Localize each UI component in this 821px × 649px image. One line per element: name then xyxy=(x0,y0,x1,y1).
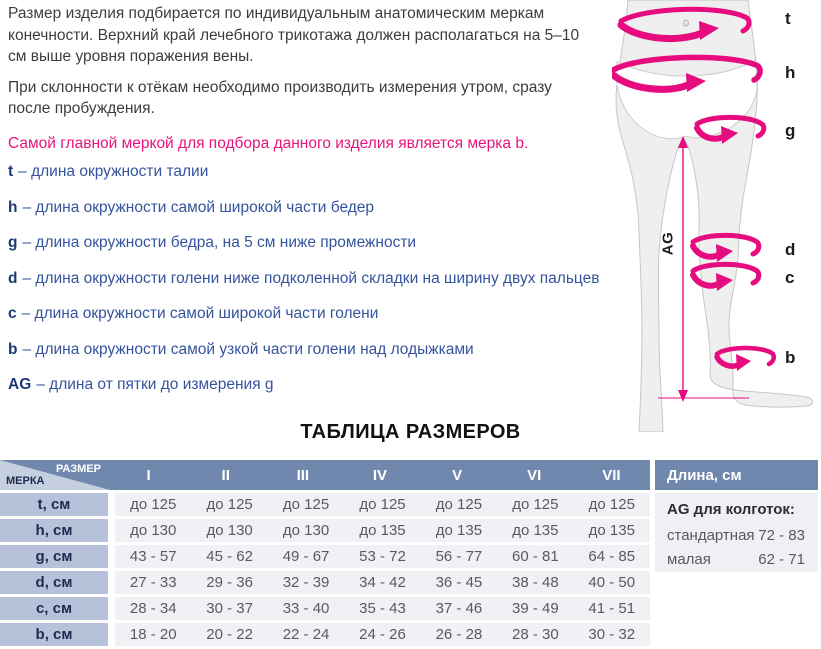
cell: до 125 xyxy=(359,496,406,513)
cell: 22 - 24 xyxy=(282,626,330,643)
figure-label-b: b xyxy=(785,348,796,367)
measurement-key: h xyxy=(8,198,18,216)
cell: 30 - 37 xyxy=(206,600,253,617)
cell: 43 - 57 xyxy=(129,548,177,565)
cell: 56 - 77 xyxy=(435,548,483,565)
cell: 60 - 81 xyxy=(512,548,559,565)
body-silhouette xyxy=(616,0,813,432)
cell: 33 - 40 xyxy=(282,600,330,617)
measurement-desc: – длина окружности бедра, на 5 см ниже промежности xyxy=(22,234,417,251)
measurement-desc: – длина окружности самой широкой части голени xyxy=(21,305,379,322)
size-table-corner-cell xyxy=(0,460,110,490)
table-row-c xyxy=(0,597,650,620)
corner-label-measure: МЕРКА xyxy=(6,475,45,487)
cell: 26 - 28 xyxy=(435,626,483,643)
intro-highlight: Самой главной меркой для подбора данного изделия является мерка b. xyxy=(8,134,529,152)
cell: до 125 xyxy=(282,496,330,513)
measurement-desc: – длина окружности самой широкой части бедер xyxy=(22,198,375,216)
measurement-def-g xyxy=(8,234,648,255)
table-row-h xyxy=(0,519,650,542)
cell: до 135 xyxy=(435,522,483,539)
measurement-def-ag xyxy=(8,376,648,397)
figure-label-g: g xyxy=(785,121,796,140)
row-values xyxy=(115,623,650,646)
cell: 37 - 46 xyxy=(435,600,483,617)
cell: 41 - 51 xyxy=(588,600,636,617)
length-option-label: малая xyxy=(667,551,711,568)
intro-text xyxy=(8,3,580,163)
figure-label-d: d xyxy=(785,240,796,259)
cell: 45 - 62 xyxy=(206,548,253,565)
row-header: b, см xyxy=(0,623,108,646)
measurement-key: d xyxy=(8,269,18,287)
col-header-4: IV xyxy=(372,466,388,484)
row-values xyxy=(115,597,650,620)
figure-label-h: h xyxy=(785,63,796,82)
measurement-key: c xyxy=(8,305,17,322)
measurement-def-d xyxy=(8,270,648,291)
length-panel xyxy=(655,460,818,572)
cell: 35 - 43 xyxy=(359,600,406,617)
cell: до 125 xyxy=(130,496,177,513)
cell: 53 - 72 xyxy=(359,548,406,565)
table-row-b xyxy=(0,623,650,646)
cell: до 135 xyxy=(588,522,635,539)
row-header: d, см xyxy=(0,571,108,594)
cell: 29 - 36 xyxy=(206,574,253,591)
row-values xyxy=(115,545,650,568)
cell: 38 - 48 xyxy=(512,574,559,591)
cell: до 135 xyxy=(359,522,406,539)
measurement-def-t xyxy=(8,163,648,184)
measurement-key: b xyxy=(8,340,18,358)
measurement-desc: – длина окружности голени ниже подколенной складки на ширину двух пальцев xyxy=(22,269,600,287)
cell: до 125 xyxy=(588,496,635,513)
measurement-def-h xyxy=(8,199,648,220)
cell: 18 - 20 xyxy=(129,626,177,643)
cell: 24 - 26 xyxy=(359,626,406,643)
measurement-def-b xyxy=(8,341,648,362)
intro-paragraph-2: При склонности к отёкам необходимо производить измерения утром, сразу после пробуждения. xyxy=(8,78,552,117)
measurement-key: t xyxy=(8,163,14,180)
col-header-5: V xyxy=(452,466,463,484)
figure-label-ag: AG xyxy=(659,231,677,256)
cell: до 125 xyxy=(206,496,253,513)
col-header-3: III xyxy=(296,466,310,484)
cell: до 130 xyxy=(282,522,330,539)
measurement-key: g xyxy=(8,234,18,251)
measurement-definitions xyxy=(8,163,648,412)
row-header: g, см xyxy=(0,545,108,568)
length-option-label: стандартная xyxy=(667,527,755,544)
length-option-value: 72 - 83 xyxy=(758,527,805,544)
measurement-def-c xyxy=(8,305,648,326)
measurement-desc: – длина окружности талии xyxy=(18,163,209,180)
measurement-key: AG xyxy=(8,376,32,393)
cell: 34 - 42 xyxy=(359,574,406,591)
table-row-g xyxy=(0,545,650,568)
cell: до 130 xyxy=(130,522,177,539)
cell: до 130 xyxy=(206,522,253,539)
col-header-2: II xyxy=(221,466,230,484)
figure-label-t: t xyxy=(785,9,791,28)
corner-label-size: РАЗМЕР xyxy=(55,463,101,475)
cell: до 125 xyxy=(512,496,559,513)
size-table xyxy=(0,460,650,646)
row-values xyxy=(115,493,650,516)
length-option-value: 62 - 71 xyxy=(758,551,805,568)
figure-label-c: c xyxy=(785,268,795,287)
length-panel-body xyxy=(655,493,818,572)
cell: до 125 xyxy=(435,496,483,513)
row-header: h, см xyxy=(0,519,108,542)
measurement-desc: – длина от пятки до измерения g xyxy=(36,376,274,393)
table-row-d xyxy=(0,571,650,594)
size-column-headers xyxy=(110,460,650,490)
cell: 40 - 50 xyxy=(588,574,636,591)
col-header-7: VII xyxy=(602,466,621,484)
length-panel-header: Длина, см xyxy=(655,460,818,490)
cell: 28 - 30 xyxy=(512,626,559,643)
row-header: t, см xyxy=(0,493,108,516)
cell: 49 - 67 xyxy=(282,548,330,565)
intro-paragraph-1: Размер изделия подбирается по индивидуальным анатомическим меркам конечности. Верхний край лечебного трикотажа должен располагаться на 5–10 см выше уровня поражения вены. xyxy=(8,5,580,65)
cell: 32 - 39 xyxy=(282,574,330,591)
length-panel-subtitle: AG для колготок: xyxy=(667,501,795,518)
cell: 39 - 49 xyxy=(512,600,559,617)
cell: 20 - 22 xyxy=(206,626,253,643)
cell: 36 - 45 xyxy=(435,574,483,591)
measurement-desc: – длина окружности самой узкой части голени над лодыжками xyxy=(22,340,474,358)
size-table-header-row xyxy=(0,460,650,490)
length-option-small xyxy=(667,551,805,568)
cell: 27 - 33 xyxy=(129,574,177,591)
size-table-title: ТАБЛИЦА РАЗМЕРОВ xyxy=(300,421,521,443)
row-values xyxy=(115,519,650,542)
row-header: c, см xyxy=(0,597,108,620)
row-values xyxy=(115,571,650,594)
cell: 64 - 85 xyxy=(588,548,636,565)
navel-dot xyxy=(684,20,689,26)
table-row-t xyxy=(0,493,650,516)
col-header-6: VI xyxy=(527,466,542,484)
cell: до 135 xyxy=(512,522,559,539)
cell: 30 - 32 xyxy=(588,626,636,643)
col-header-1: I xyxy=(146,466,151,484)
length-option-standard xyxy=(667,527,805,544)
cell: 28 - 34 xyxy=(129,600,177,617)
